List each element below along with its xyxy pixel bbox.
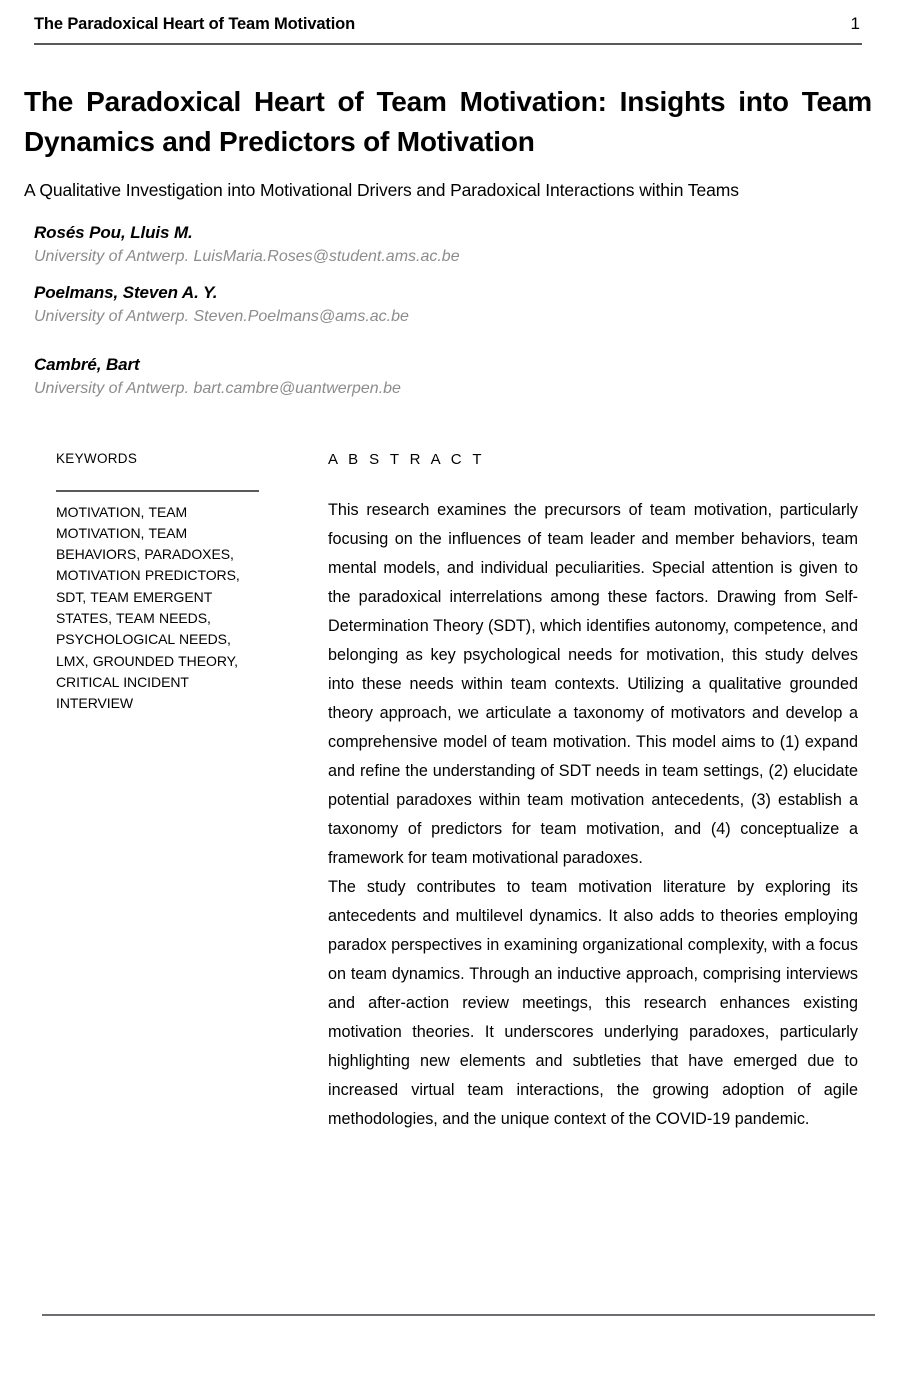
author-name: Rosés Pou, Lluis M. xyxy=(34,223,193,242)
header-divider xyxy=(34,43,862,45)
page-title: The Paradoxical Heart of Team Motivation: Insights into Team Dynamics and Predictors of Motivation xyxy=(24,86,872,157)
footer-divider xyxy=(42,1314,875,1316)
author-affiliation: University of Antwerp. bart.cambre@uantwerpen.be xyxy=(34,380,401,397)
running-header xyxy=(34,14,862,46)
keywords-text: MOTIVATION, TEAM MOTIVATION, TEAM BEHAVIORS, PARADOXES, MOTIVATION PREDICTORS, SDT, TEAM EMERGENT STATES, TEAM NEEDS, PSYCHOLOGICAL NEEDS, LMX, GROUNDED THEORY, CRITICAL INCIDENT INTERVIEW xyxy=(56,503,240,712)
abstract-column xyxy=(328,450,858,1134)
title-block xyxy=(24,82,872,202)
page-subtitle: A Qualitative Investigation into Motivational Drivers and Paradoxical Interactions within Teams xyxy=(24,180,739,200)
author-affiliation: University of Antwerp. Steven.Poelmans@ams.ac.be xyxy=(34,308,409,325)
abstract-paragraph-1: This research examines the precursors of team motivation, particularly focusing on the influences of team leader and member behaviors, team mental models, and individual peculiarities. Special attention is given to the paradoxical interrelations among these factors. Drawing from Self-Determination Theory (SDT), which identifies autonomy, competence, and belonging as key psychological needs for motivation, this study delves into these needs within team contexts. Utilizing a qualitative grounded theory approach, we articulate a taxonomy of motivators and develop a comprehensive model of team motivation. This model aims to (1) expand and refine the understanding of SDT needs in team settings, (2) elucidate potential paradoxes within team motivation antecedents, (3) establish a taxonomy of predictors for team motivation, and (4) conceptualize a framework for team motivational paradoxes. xyxy=(328,501,858,867)
author-name: Cambré, Bart xyxy=(34,355,140,374)
keywords-heading: KEYWORDS xyxy=(56,451,138,466)
author-name: Poelmans, Steven A. Y. xyxy=(34,283,218,302)
keywords-divider xyxy=(56,490,259,492)
author-list xyxy=(34,222,634,414)
author-entry xyxy=(34,354,634,400)
author-entry xyxy=(34,222,634,268)
running-header-title: The Paradoxical Heart of Team Motivation xyxy=(34,15,356,33)
page-number: 1 xyxy=(850,14,860,33)
keywords-column xyxy=(56,450,266,714)
author-affiliation: University of Antwerp. LuisMaria.Roses@student.ams.ac.be xyxy=(34,248,460,265)
abstract-heading: A B S T R A C T xyxy=(328,451,485,468)
abstract-paragraph-2: The study contributes to team motivation literature by exploring its antecedents and multilevel dynamics. It also adds to theories employing paradox perspectives in examining organizational complexity, with a focus on team dynamics. Through an inductive approach, comprising interviews and after-action review meetings, this research enhances existing motivation theories. It underscores underlying paradoxes, particularly highlighting new elements and subtleties that have emerged due to increased virtual team interactions, the growing adoption of agile methodologies, and the unique context of the COVID-19 pandemic. xyxy=(328,878,858,1128)
author-entry xyxy=(34,282,634,328)
